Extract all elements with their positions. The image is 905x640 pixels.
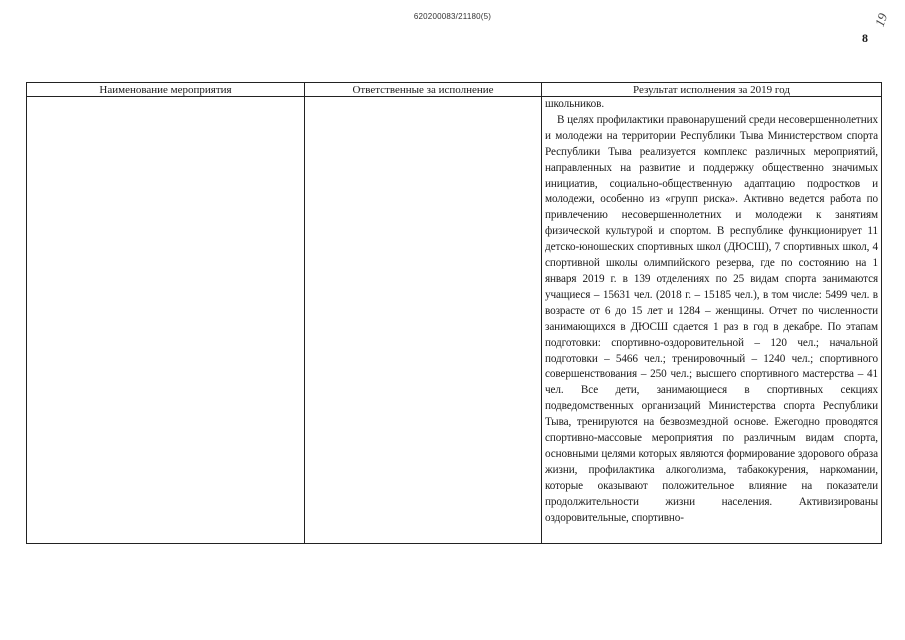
header-event-name: Наименование мероприятия (27, 83, 305, 97)
result-paragraph: В целях профилактики правонарушений среди несовершеннолетних и молодежи на территории Республики Тыва Министерством спорта Республики Тыва реализуется комплекс различных мероприятий, направленных на развитие и поддержку общественно значимых инициатив, социально-общественную адаптацию подростков и молодежи, особенно из «групп риска». Активно ведется работа по привлечению несовершеннолетних и молодежи к занятиям физической культурой и спортом. В республике функционирует 11 детско-юношеских спортивных школ (ДЮСШ), 7 спортивных школ, 4 спортивной школы олимпийского резерва, где по состоянию на 1 января 2019 г. в 139 отделениях по 25 видам спорта занимаются учащиеся – 15631 чел. (2018 г. – 15185 чел.), в том числе: 5499 чел. в возрасте от 6 до 15 лет и 1284 – женщины. Отчет по численности занимающихся в ДЮСШ сдается 1 раз в год в декабре. По этапам подготовки: спортивно-оздоровительной – 120 чел.; начальной подготовки – 5466 чел.; тренировочный – 1240 чел.; спортивного совершенствования – 250 чел.; высшего спортивного мастерства – 41 чел. Все дети, занимающиеся в спортивных секциях подведомственных организаций Министерства спорта Республики Тыва, тренируются на безвозмездной основе. Ежегодно проводятся спортивно-массовые мероприятия по различным видам спорта, основными целями которых являются формирование здорового образа жизни, профилактика алкоголизма, табакокурения, наркомании, которые оказывают положительное влияние на показатели продолжительности жизни населения. Активизированы оздоровительные, спортивно- (545, 113, 878, 524)
report-table (26, 82, 882, 544)
header-responsible: Ответственные за исполнение (305, 83, 542, 97)
document-id: 620200083/21180(5) (413, 12, 492, 21)
cell-responsible (305, 97, 542, 544)
page-number: 8 (862, 31, 868, 45)
result-text (542, 97, 881, 543)
cell-result (542, 97, 882, 544)
handwritten-page-mark: 19 (871, 11, 891, 29)
header-result: Результат исполнения за 2019 год (542, 83, 882, 97)
table-row (27, 97, 882, 544)
table-header-row (27, 83, 882, 97)
cell-event-name (27, 97, 305, 544)
result-continuation: школьников. (545, 98, 605, 110)
